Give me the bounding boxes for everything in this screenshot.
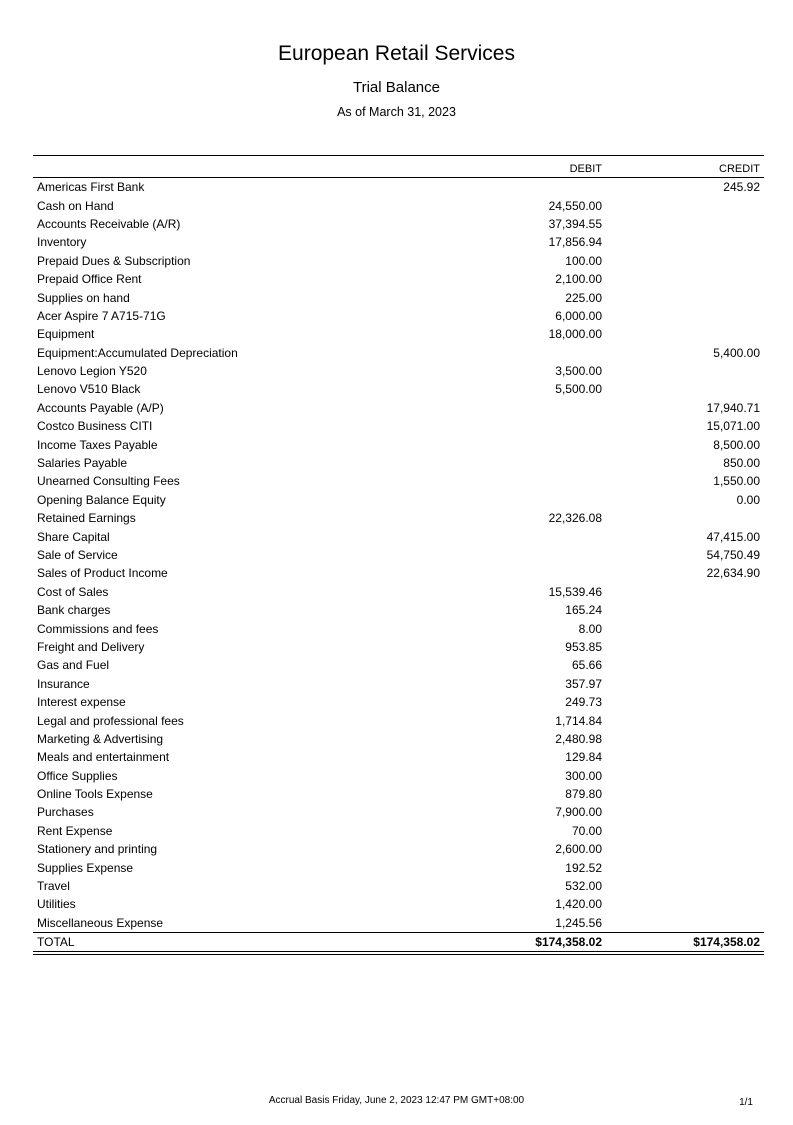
debit-value: [418, 472, 606, 490]
account-name: Prepaid Office Rent: [37, 272, 142, 287]
table-row: [33, 858, 764, 876]
account-name: Cost of Sales: [37, 584, 109, 599]
debit-value: 100.00: [565, 253, 602, 268]
account-name: Rent Expense: [37, 823, 113, 838]
debit-value: 165.24: [565, 603, 602, 618]
credit-value: 54,750.49: [706, 548, 760, 562]
report-footer: Accrual Basis Friday, June 2, 2023 12:47 PM GMT+08:00: [268, 1095, 525, 1106]
table-row: [33, 546, 764, 564]
table-row: [33, 914, 764, 933]
debit-value: 357.97: [565, 676, 602, 691]
account-name: Supplies on hand: [37, 290, 130, 305]
account-name: Americas First Bank: [37, 180, 145, 195]
table-row: [33, 215, 764, 233]
credit-value: [606, 822, 764, 840]
credit-value: [606, 858, 764, 876]
account-name: Sales of Product Income: [37, 566, 168, 581]
credit-value: [606, 233, 764, 251]
table-row: [33, 822, 764, 840]
debit-value: 17,856.94: [548, 235, 602, 250]
credit-value: 5,400.00: [713, 345, 760, 360]
account-name: Lenovo Legion Y520: [37, 364, 147, 379]
credit-value: [606, 270, 764, 288]
report-title: Trial Balance: [353, 79, 440, 96]
account-name: Inventory: [37, 235, 87, 250]
trial-balance-table: [33, 155, 764, 955]
account-name: Freight and Delivery: [37, 639, 145, 654]
credit-value: [606, 215, 764, 233]
credit-value: [606, 638, 764, 656]
table-row: [33, 601, 764, 619]
table-row: [33, 656, 764, 674]
table-row: [33, 619, 764, 637]
credit-column-header: CREDIT: [719, 163, 760, 175]
credit-value: [606, 914, 764, 933]
account-name: Sale of Service: [37, 548, 118, 562]
debit-value: 7,900.00: [555, 805, 602, 820]
table-row: [33, 748, 764, 766]
credit-value: [606, 509, 764, 527]
credit-value: 0.00: [736, 492, 760, 507]
credit-value: [606, 288, 764, 306]
debit-value: 37,394.55: [548, 216, 602, 231]
debit-value: 6,000.00: [555, 308, 602, 323]
debit-value: 225.00: [565, 290, 602, 305]
account-name: Lenovo V510 Black: [37, 382, 141, 397]
debit-value: 2,600.00: [555, 842, 602, 857]
total-label: TOTAL: [33, 933, 418, 954]
table-row: [33, 693, 764, 711]
total-credit: $174,358.02: [606, 933, 764, 954]
debit-value: 22,326.08: [548, 511, 602, 526]
debit-value: [418, 399, 606, 417]
credit-value: [606, 711, 764, 729]
credit-value: [606, 380, 764, 398]
account-name: Accounts Payable (A/P): [37, 400, 164, 415]
debit-value: 1,714.84: [555, 713, 602, 728]
account-name: Utilities: [37, 897, 76, 912]
credit-value: [606, 840, 764, 858]
account-name: Acer Aspire 7 A715-71G: [37, 308, 166, 323]
debit-value: 2,100.00: [555, 272, 602, 287]
table-row: [33, 288, 764, 306]
table-row: [33, 785, 764, 803]
debit-value: [418, 435, 606, 453]
account-name: Commissions and fees: [37, 621, 159, 636]
credit-value: [606, 730, 764, 748]
account-name: Income Taxes Payable: [37, 437, 158, 452]
table-row: [33, 380, 764, 398]
credit-value: 1,550.00: [713, 474, 760, 489]
table-row: [33, 675, 764, 693]
credit-value: 22,634.90: [706, 566, 760, 581]
account-name: Share Capital: [37, 529, 110, 544]
debit-value: 65.66: [571, 658, 602, 673]
credit-value: 15,071.00: [706, 419, 760, 434]
table-row: [33, 454, 764, 472]
table-row: [33, 472, 764, 490]
debit-value: 8.00: [578, 621, 602, 636]
debit-value: 1,420.00: [555, 897, 602, 912]
debit-value: 1,245.56: [555, 915, 602, 930]
debit-value: 953.85: [565, 639, 602, 654]
account-name: Unearned Consulting Fees: [37, 474, 180, 489]
credit-value: [606, 785, 764, 803]
company-name: European Retail Services: [278, 42, 515, 65]
table-row: [33, 877, 764, 895]
debit-value: [418, 491, 606, 509]
debit-value: 2,480.98: [555, 731, 602, 746]
debit-value: 3,500.00: [555, 364, 602, 379]
debit-value: 129.84: [565, 750, 602, 765]
debit-value: 879.80: [565, 787, 602, 802]
table-header-row: [33, 156, 764, 178]
debit-value: 300.00: [565, 768, 602, 783]
credit-value: [606, 196, 764, 214]
account-name: Equipment:Accumulated Depreciation: [37, 345, 238, 360]
report-date: As of March 31, 2023: [337, 105, 456, 119]
credit-value: [606, 877, 764, 895]
account-name: Interest expense: [37, 695, 126, 710]
credit-value: [606, 325, 764, 343]
table-row: [33, 730, 764, 748]
account-name: Accounts Receivable (A/R): [37, 216, 181, 231]
account-name: Equipment: [37, 327, 95, 342]
debit-column-header: DEBIT: [569, 163, 602, 175]
table-row: [33, 362, 764, 380]
credit-value: [606, 307, 764, 325]
account-name: Retained Earnings: [37, 511, 136, 526]
table-row: [33, 344, 764, 362]
credit-value: [606, 675, 764, 693]
credit-value: [606, 656, 764, 674]
table-row: [33, 252, 764, 270]
credit-value: 8,500.00: [713, 437, 760, 452]
debit-value: 5,500.00: [555, 382, 602, 397]
debit-value: [418, 178, 606, 197]
credit-value: [606, 252, 764, 270]
credit-value: [606, 803, 764, 821]
table-row: [33, 435, 764, 453]
debit-value: 70.00: [571, 823, 602, 838]
credit-value: [606, 895, 764, 913]
table-row: [33, 196, 764, 214]
account-name: Miscellaneous Expense: [37, 915, 164, 930]
trial-balance-table-container: [33, 155, 764, 955]
account-name: Bank charges: [37, 603, 111, 618]
table-row: [33, 491, 764, 509]
table-row: [33, 527, 764, 545]
table-row: [33, 803, 764, 821]
debit-value: 192.52: [565, 860, 602, 875]
account-name: Travel: [37, 879, 70, 894]
debit-value: [418, 417, 606, 435]
debit-value: 249.73: [565, 695, 602, 710]
table-body: [33, 178, 764, 933]
debit-value: [418, 546, 606, 564]
debit-value: [418, 454, 606, 472]
account-name: Cash on Hand: [37, 198, 114, 213]
table-row: [33, 638, 764, 656]
account-name: Purchases: [37, 805, 94, 820]
account-name: Online Tools Expense: [37, 787, 153, 802]
debit-value: [418, 344, 606, 362]
credit-value: [606, 767, 764, 785]
total-debit: $174,358.02: [418, 933, 606, 954]
credit-value: [606, 362, 764, 380]
account-name: Supplies Expense: [37, 860, 134, 875]
table-row: [33, 178, 764, 197]
debit-value: 24,550.00: [548, 198, 602, 213]
table-row: [33, 840, 764, 858]
table-row: [33, 509, 764, 527]
credit-value: [606, 748, 764, 766]
credit-value: [606, 693, 764, 711]
account-name: Stationery and printing: [37, 842, 158, 857]
account-name: Prepaid Dues & Subscription: [37, 253, 191, 268]
debit-value: 18,000.00: [548, 327, 602, 342]
credit-value: [606, 619, 764, 637]
account-name: Marketing & Advertising: [37, 731, 164, 746]
account-name: Gas and Fuel: [37, 658, 110, 673]
table-row: [33, 895, 764, 913]
credit-value: [606, 583, 764, 601]
account-name: Salaries Payable: [37, 456, 128, 471]
credit-value: 245.92: [723, 180, 760, 195]
account-name: Office Supplies: [37, 768, 118, 783]
table-row: [33, 399, 764, 417]
table-row: [33, 564, 764, 582]
page-number: 1/1: [739, 1097, 753, 1108]
total-row: [33, 933, 764, 954]
table-row: [33, 767, 764, 785]
table-row: [33, 307, 764, 325]
account-name: Legal and professional fees: [37, 713, 184, 728]
debit-value: [418, 564, 606, 582]
table-row: [33, 711, 764, 729]
credit-value: 47,415.00: [706, 529, 760, 544]
debit-value: 15,539.46: [548, 584, 602, 599]
account-column-header: [33, 156, 418, 178]
debit-value: [418, 527, 606, 545]
debit-value: 532.00: [565, 879, 602, 894]
credit-value: 850.00: [723, 456, 760, 471]
account-name: Opening Balance Equity: [37, 492, 166, 507]
table-row: [33, 417, 764, 435]
table-row: [33, 583, 764, 601]
account-name: Costco Business CITI: [37, 419, 153, 434]
account-name: Meals and entertainment: [37, 750, 170, 765]
credit-value: 17,940.71: [706, 400, 760, 415]
table-row: [33, 270, 764, 288]
credit-value: [606, 601, 764, 619]
table-row: [33, 325, 764, 343]
account-name: Insurance: [37, 676, 90, 691]
table-row: [33, 233, 764, 251]
